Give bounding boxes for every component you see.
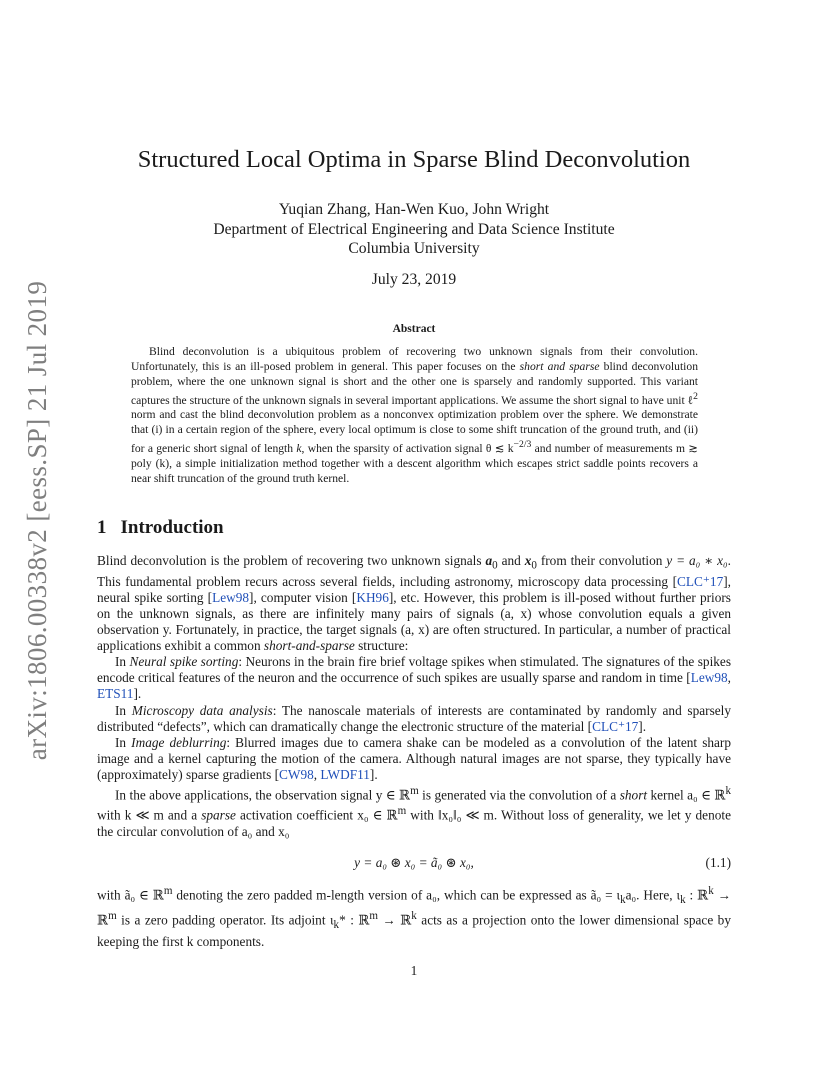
- affiliation-line-1: Department of Electrical Engineering and Data Science Institute: [213, 220, 615, 238]
- paragraph-3: In Microscopy data analysis: The nanoscale materials of interests are contaminated by randomly and sparsely distributed “defects”, which can dramatically change the electronic structure of the material [CLC⁺17].: [97, 702, 731, 734]
- abstract-text: Blind deconvolution is a ubiquitous problem of recovering two unknown signals from their convolution. Unfortunately, this is an ill-posed problem in general. This paper focuses on the short and sparse blind deconvolution problem, where the one unknown signal is short and the other one is sparsely and randomly supported. This variant captures the structure of the unknown signals in several important applications. We assume the short signal to have unit ℓ$^2$ norm and cast the blind deconvolution problem as a nonconvex optimization problem over the sphere. We demonstrate that (i) in a certain region of the sphere, every local optimum is close to some shift truncation of the ground truth, and (ii) for a generic short signal of length k, when the sparsity of activation signal θ ≲ $k^{-2/3}$ and number of measurements m ≳ poly (k), a simple initialization method together with a descent algorithm which escapes strict saddle points recovers a near shift truncation of the ground truth kernel.: [131, 345, 698, 485]
- citation-link[interactable]: Lew98: [212, 589, 250, 605]
- section-heading: [97, 517, 224, 539]
- citation-link[interactable]: CLC⁺17: [677, 573, 724, 589]
- body-text: [97, 553, 731, 950]
- paragraph-4: In Image deblurring: Blurred images due to camera shake can be modeled as a convolution of the latent sharp image and a kernel capturing the motion of the camera. Although natural images are not sparse, they typically have (approximately) sparse gradients [CW98, LWDF11].: [97, 734, 732, 782]
- authors: Yuqian Zhang, Han-Wen Kuo, John Wright: [278, 201, 550, 218]
- affiliation-line-2: Columbia University: [348, 240, 480, 257]
- arxiv-stamp: [20, 280, 56, 760]
- paragraph-6: with ã₀ ∈ ℝ$^m$ denoting the zero padded m-length version of a₀, which can be expressed as ã₀ = $\iota_ka_0$. Here, $\iota_k$ : ℝ$^k$ → ℝ$^m$ is a zero padding operator. Its adjoint $\iota_k*$ : ℝ$^m$ → ℝ$^k$ acts as a projection onto the lower dimensional space by keeping the first k components.: [97, 885, 732, 949]
- paragraph-2: In Neural spike sorting: Neurons in the brain fire brief voltage spikes when stimulated. The signatures of the spikes encode critical features of the neuron and the occurrence of such spikes are usually sparse and random in time [Lew98, ETS11].: [97, 654, 731, 702]
- equation-number: (1.1): [705, 855, 731, 871]
- author-block: [0, 200, 828, 259]
- citation-link[interactable]: Lew98: [690, 670, 728, 686]
- paper-date: July 23, 2019: [371, 271, 457, 288]
- citation-link[interactable]: KH96: [356, 589, 389, 605]
- equation-1-1: [97, 855, 731, 871]
- page-number: 1: [410, 963, 418, 978]
- section-title: Introduction: [120, 517, 224, 538]
- equation-body: y = a₀ ⊛ x₀ = ã₀ ⊛ x₀,: [354, 855, 474, 871]
- citation-link[interactable]: CW98: [279, 766, 314, 782]
- paper-title: Structured Local Optima in Sparse Blind Deconvolution: [137, 146, 691, 173]
- abstract-heading: Abstract: [392, 323, 436, 335]
- arxiv-stamp-text: arXiv:1806.00338v2 [eess.SP] 21 Jul 2019: [22, 280, 53, 760]
- citation-link[interactable]: CLC⁺17: [592, 718, 639, 734]
- paragraph-5: In the above applications, the observation signal y ∈ ℝ$^m$ is generated via the convolution of a short kernel a₀ ∈ ℝ$^k$ with k ≪ m and a sparse activation coefficient x₀ ∈ ℝ$^m$ with ‖x₀‖₀ ≪ m. Without loss of generality, we let y denote the circular convolution of a₀ and x₀: [97, 784, 731, 839]
- section-number: 1: [97, 517, 107, 538]
- citation-link[interactable]: LWDF11: [320, 766, 370, 782]
- citation-link[interactable]: ETS11: [97, 686, 134, 702]
- paragraph-1: Blind deconvolution is the problem of recovering two unknown signals $a_0$ and $x_0$ from their convolution y = a₀ ∗ x₀. This fundamental problem recurs across several fields, including astronomy, microscopy data processing [CLC⁺17], neural spike sorting [Lew98], computer vision [KH96], etc. However, this problem is ill-posed without further priors on the unknown signals, as there are infinitely many pairs of signals (a, x) whose convolution equals a given observation y. Fortunately, in practice, the target signals (a, x) are often structured. In particular, a number of practical applications exhibit a common short-and-sparse structure:: [97, 553, 731, 654]
